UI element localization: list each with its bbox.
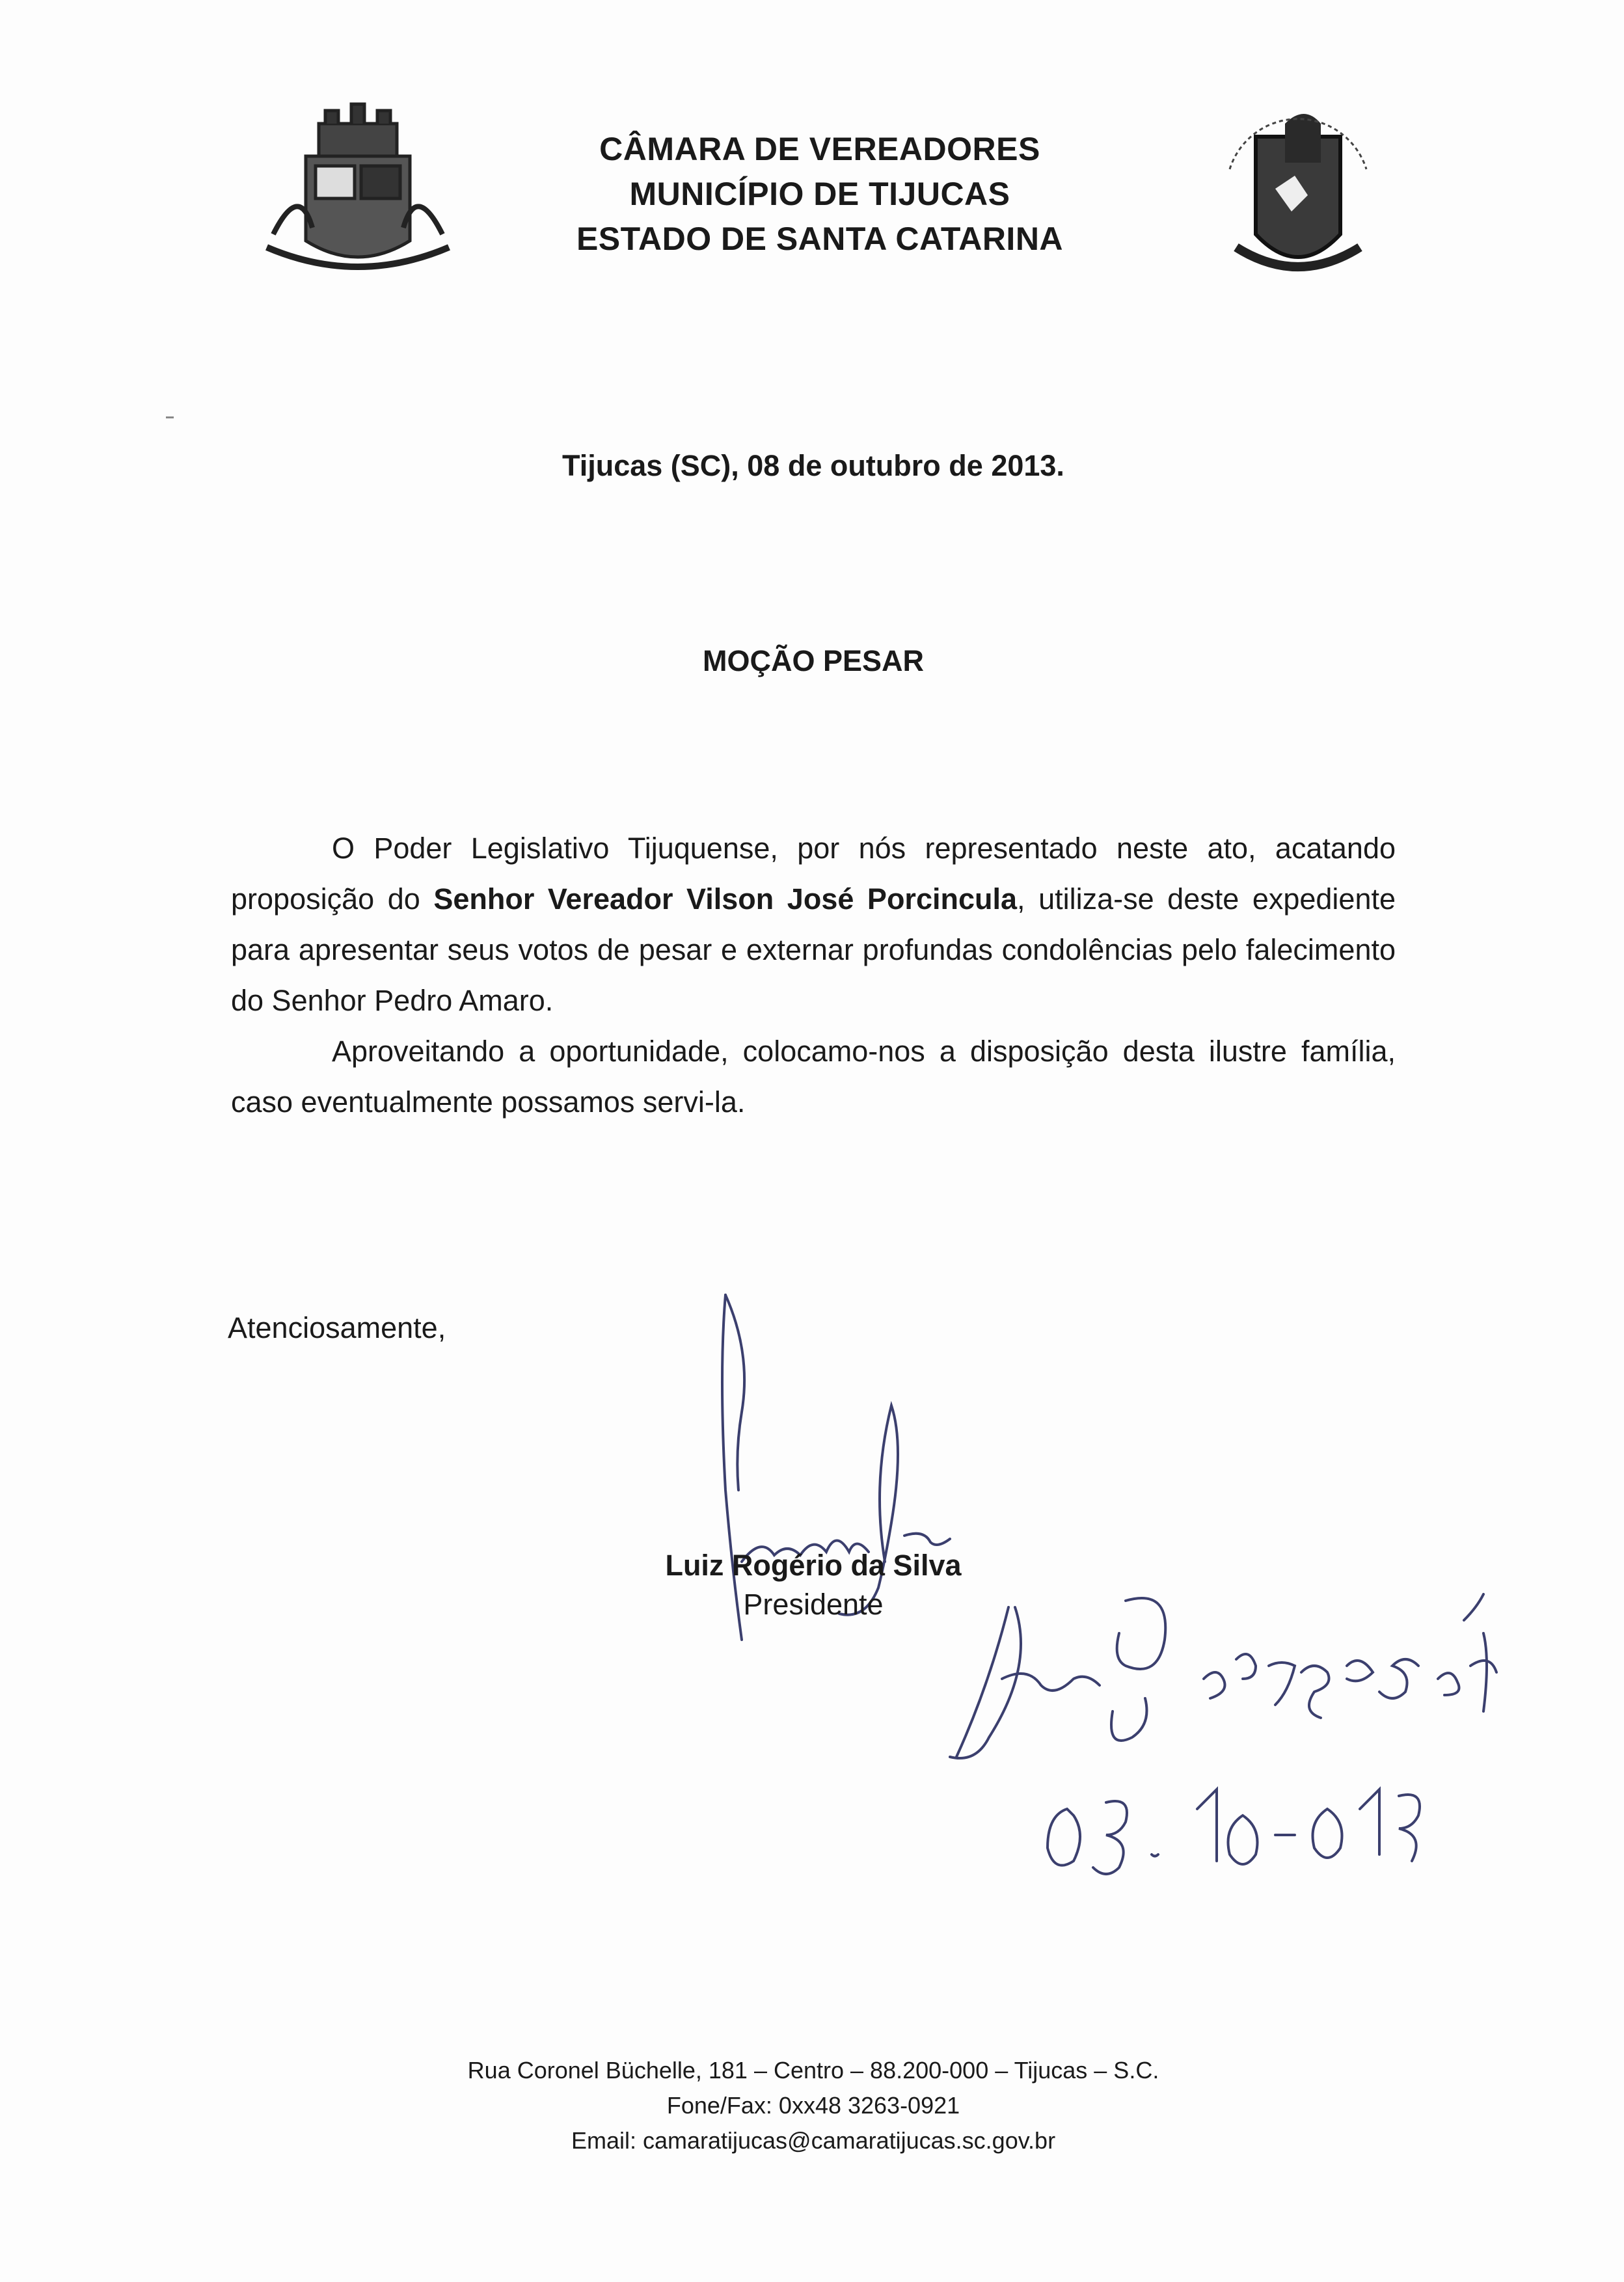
document-title: MOÇÃO PESAR xyxy=(702,644,925,677)
closing: Atenciosamente, xyxy=(228,1311,446,1344)
handwritten-receipt-note xyxy=(898,1549,1522,1913)
paragraph-1-start: O Poder Legislativo Tijuquense, por nós representado neste ato, acatando proposição do xyxy=(231,832,1396,916)
header-line-1: CÂMARA DE VEREADORES xyxy=(599,131,1040,167)
signatory-role: Presidente xyxy=(743,1588,884,1621)
letter-body xyxy=(231,823,1396,1128)
scan-mark xyxy=(166,416,174,418)
footer-email: Email: camaratijucas@camaratijucas.sc.gov.br xyxy=(571,2127,1056,2154)
footer-phone: Fone/Fax: 0xx48 3263-0921 xyxy=(666,2092,960,2119)
paragraph-2: Aproveitando a oportunidade, colocamo-nos a disposição desta ilustre família, caso eventualmente possamos servi-la. xyxy=(231,1035,1396,1119)
paragraph-1-end: , utiliza-se deste expediente para apresentar seus votos de pesar e externar profundas condolências pelo falecimento do Senhor Pedro Amaro. xyxy=(231,882,1396,1017)
date-line: Tijucas (SC), 08 de outubro de 2013. xyxy=(562,449,1064,482)
councillor-name: Senhor Vereador Vilson José Porcincula xyxy=(433,882,1018,916)
paragraph-1 xyxy=(231,823,1396,1026)
header-line-2: MUNICÍPIO DE TIJUCAS xyxy=(629,176,1010,212)
legislative-seal-logo xyxy=(1210,98,1386,312)
municipal-coat-of-arms-logo xyxy=(247,85,468,299)
header-line-3: ESTADO DE SANTA CATARINA xyxy=(576,221,1064,257)
footer-address: Rua Coronel Büchelle, 181 – Centro – 88.200-000 – Tijucas – S.C. xyxy=(467,2057,1159,2084)
letterhead xyxy=(494,127,1145,262)
footer xyxy=(325,2053,1301,2158)
signatory-name: Luiz Rogério da Silva xyxy=(665,1549,962,1582)
